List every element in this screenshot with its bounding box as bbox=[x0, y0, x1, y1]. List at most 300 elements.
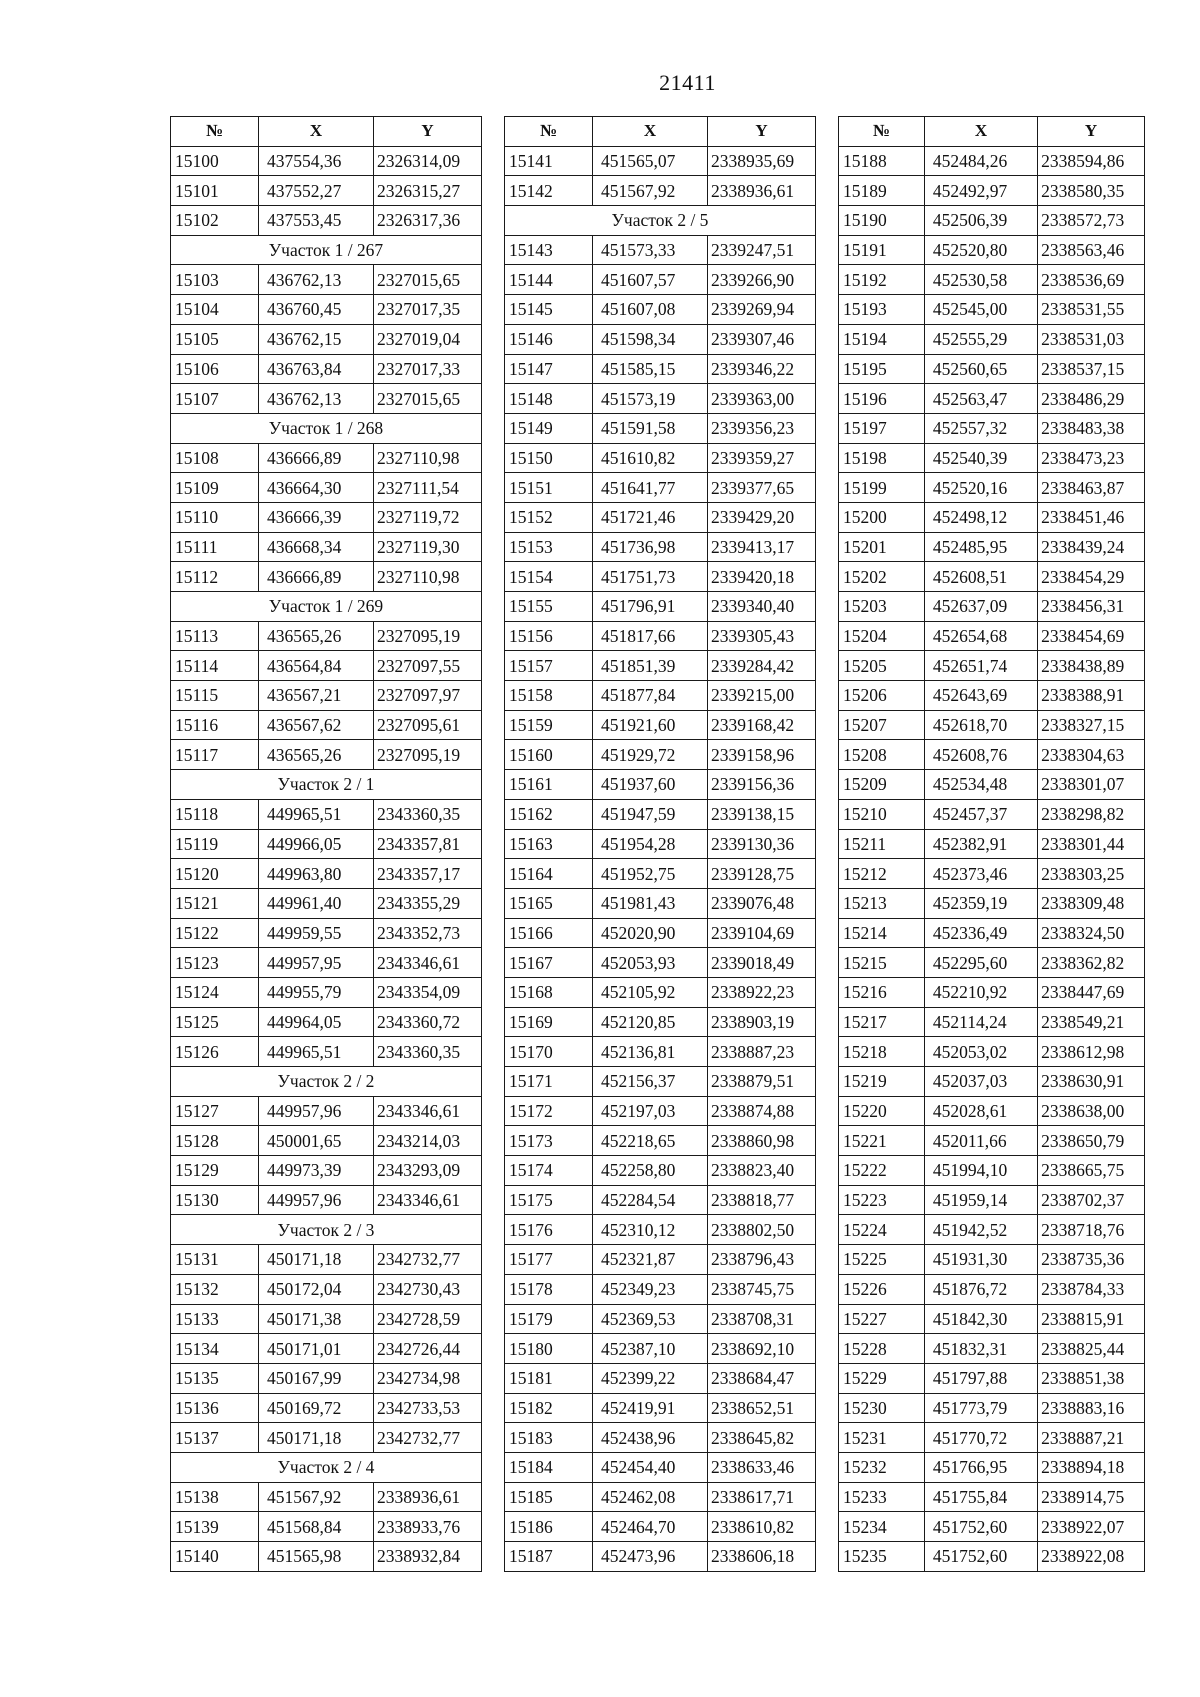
table-row bbox=[505, 562, 816, 592]
x-coordinate: 449965,51 bbox=[259, 799, 374, 829]
y-coordinate: 2338301,44 bbox=[1038, 829, 1145, 859]
table-row bbox=[505, 1334, 816, 1364]
x-coordinate: 450169,72 bbox=[259, 1393, 374, 1423]
point-number: 15151 bbox=[505, 473, 593, 503]
point-number: 15156 bbox=[505, 621, 593, 651]
x-coordinate: 452373,46 bbox=[924, 859, 1037, 889]
table-row bbox=[171, 1156, 482, 1186]
x-coordinate: 452053,93 bbox=[593, 948, 708, 978]
x-coordinate: 452534,48 bbox=[924, 770, 1037, 800]
coordinate-table-1 bbox=[170, 116, 482, 1572]
y-coordinate: 2338894,18 bbox=[1038, 1452, 1145, 1482]
y-coordinate: 2338903,19 bbox=[708, 1007, 816, 1037]
table-row bbox=[505, 384, 816, 414]
x-coordinate: 450171,01 bbox=[259, 1334, 374, 1364]
point-number: 15172 bbox=[505, 1096, 593, 1126]
y-coordinate: 2343360,35 bbox=[374, 799, 482, 829]
x-coordinate: 450001,65 bbox=[259, 1126, 374, 1156]
point-number: 15210 bbox=[839, 799, 925, 829]
point-number: 15144 bbox=[505, 265, 593, 295]
table-row bbox=[171, 295, 482, 325]
x-coordinate: 452419,91 bbox=[593, 1393, 708, 1423]
section-row bbox=[171, 1067, 482, 1097]
y-coordinate: 2327095,19 bbox=[374, 740, 482, 770]
point-number: 15227 bbox=[839, 1304, 925, 1334]
point-number: 15225 bbox=[839, 1245, 925, 1275]
x-coordinate: 451959,14 bbox=[924, 1185, 1037, 1215]
y-coordinate: 2338914,75 bbox=[1038, 1482, 1145, 1512]
x-coordinate: 449965,51 bbox=[259, 1037, 374, 1067]
x-coordinate: 451585,15 bbox=[593, 354, 708, 384]
table-row bbox=[839, 384, 1145, 414]
point-number: 15188 bbox=[839, 146, 925, 176]
y-coordinate: 2343355,29 bbox=[374, 888, 482, 918]
table-row bbox=[505, 235, 816, 265]
point-number: 15119 bbox=[171, 829, 259, 859]
y-coordinate: 2339130,36 bbox=[708, 829, 816, 859]
x-coordinate: 451607,08 bbox=[593, 295, 708, 325]
table-row bbox=[839, 1423, 1145, 1453]
x-coordinate: 452457,37 bbox=[924, 799, 1037, 829]
point-number: 15193 bbox=[839, 295, 925, 325]
coordinate-tables bbox=[170, 116, 1145, 1567]
y-coordinate: 2339128,75 bbox=[708, 859, 816, 889]
point-number: 15219 bbox=[839, 1067, 925, 1097]
x-coordinate: 452438,96 bbox=[593, 1423, 708, 1453]
point-number: 15111 bbox=[171, 532, 259, 562]
x-coordinate: 452037,03 bbox=[924, 1067, 1037, 1097]
x-coordinate: 451842,30 bbox=[924, 1304, 1037, 1334]
table-row bbox=[171, 799, 482, 829]
y-coordinate: 2327119,30 bbox=[374, 532, 482, 562]
point-number: 15120 bbox=[171, 859, 259, 889]
y-coordinate: 2338633,46 bbox=[708, 1452, 816, 1482]
point-number: 15207 bbox=[839, 710, 925, 740]
y-coordinate: 2338718,76 bbox=[1038, 1215, 1145, 1245]
point-number: 15134 bbox=[171, 1334, 259, 1364]
table-row bbox=[171, 265, 482, 295]
x-coordinate: 451641,77 bbox=[593, 473, 708, 503]
table-row bbox=[839, 176, 1145, 206]
x-coordinate: 452520,16 bbox=[924, 473, 1037, 503]
point-number: 15183 bbox=[505, 1423, 593, 1453]
y-coordinate: 2338304,63 bbox=[1038, 740, 1145, 770]
x-coordinate: 452284,54 bbox=[593, 1185, 708, 1215]
point-number: 15131 bbox=[171, 1245, 259, 1275]
table-row bbox=[505, 265, 816, 295]
point-number: 15149 bbox=[505, 413, 593, 443]
point-number: 15166 bbox=[505, 918, 593, 948]
x-coordinate: 436762,13 bbox=[259, 384, 374, 414]
point-number: 15231 bbox=[839, 1423, 925, 1453]
table-row bbox=[839, 799, 1145, 829]
point-number: 15221 bbox=[839, 1126, 925, 1156]
y-coordinate: 2339346,22 bbox=[708, 354, 816, 384]
section-row bbox=[171, 1215, 482, 1245]
y-coordinate: 2338796,43 bbox=[708, 1245, 816, 1275]
point-number: 15103 bbox=[171, 265, 259, 295]
table-row bbox=[171, 651, 482, 681]
table-row bbox=[505, 799, 816, 829]
y-coordinate: 2342733,53 bbox=[374, 1393, 482, 1423]
point-number: 15182 bbox=[505, 1393, 593, 1423]
table-row bbox=[505, 1304, 816, 1334]
y-coordinate: 2338324,50 bbox=[1038, 918, 1145, 948]
point-number: 15102 bbox=[171, 206, 259, 236]
y-coordinate: 2343346,61 bbox=[374, 1185, 482, 1215]
x-coordinate: 452336,49 bbox=[924, 918, 1037, 948]
y-coordinate: 2338447,69 bbox=[1038, 977, 1145, 1007]
y-coordinate: 2339247,51 bbox=[708, 235, 816, 265]
table-row bbox=[171, 354, 482, 384]
x-coordinate: 452484,26 bbox=[924, 146, 1037, 176]
section-title: Участок 2 / 4 bbox=[171, 1452, 482, 1482]
point-number: 15145 bbox=[505, 295, 593, 325]
x-coordinate: 437553,45 bbox=[259, 206, 374, 236]
x-coordinate: 451832,31 bbox=[924, 1334, 1037, 1364]
table-header-row bbox=[171, 117, 482, 147]
point-number: 15213 bbox=[839, 888, 925, 918]
point-number: 15143 bbox=[505, 235, 593, 265]
y-coordinate: 2343214,03 bbox=[374, 1126, 482, 1156]
section-title: Участок 1 / 269 bbox=[171, 592, 482, 622]
y-coordinate: 2338303,25 bbox=[1038, 859, 1145, 889]
point-number: 15118 bbox=[171, 799, 259, 829]
section-title: Участок 2 / 5 bbox=[505, 206, 816, 236]
table-row bbox=[505, 977, 816, 1007]
y-coordinate: 2343346,61 bbox=[374, 948, 482, 978]
table-row bbox=[505, 859, 816, 889]
y-coordinate: 2338549,21 bbox=[1038, 1007, 1145, 1037]
x-coordinate: 436565,26 bbox=[259, 621, 374, 651]
x-coordinate: 451994,10 bbox=[924, 1156, 1037, 1186]
x-coordinate: 449963,80 bbox=[259, 859, 374, 889]
x-coordinate: 451952,75 bbox=[593, 859, 708, 889]
x-coordinate: 452136,81 bbox=[593, 1037, 708, 1067]
point-number: 15129 bbox=[171, 1156, 259, 1186]
x-coordinate: 452651,74 bbox=[924, 651, 1037, 681]
table-row bbox=[505, 473, 816, 503]
x-coordinate: 451565,07 bbox=[593, 146, 708, 176]
point-number: 15190 bbox=[839, 206, 925, 236]
table-row bbox=[171, 146, 482, 176]
x-coordinate: 451947,59 bbox=[593, 799, 708, 829]
point-number: 15147 bbox=[505, 354, 593, 384]
point-number: 15232 bbox=[839, 1452, 925, 1482]
x-coordinate: 452540,39 bbox=[924, 443, 1037, 473]
table-row bbox=[505, 1037, 816, 1067]
y-coordinate: 2338537,15 bbox=[1038, 354, 1145, 384]
table-row bbox=[171, 1274, 482, 1304]
y-coordinate: 2338922,23 bbox=[708, 977, 816, 1007]
x-coordinate: 452560,65 bbox=[924, 354, 1037, 384]
table-row bbox=[171, 1007, 482, 1037]
table-row bbox=[839, 1542, 1145, 1572]
point-number: 15200 bbox=[839, 502, 925, 532]
x-coordinate: 449957,96 bbox=[259, 1096, 374, 1126]
x-coordinate: 450171,18 bbox=[259, 1245, 374, 1275]
table-row bbox=[505, 1363, 816, 1393]
point-number: 15122 bbox=[171, 918, 259, 948]
y-coordinate: 2338708,31 bbox=[708, 1304, 816, 1334]
y-coordinate: 2338454,69 bbox=[1038, 621, 1145, 651]
table-row bbox=[505, 176, 816, 206]
x-coordinate: 452530,58 bbox=[924, 265, 1037, 295]
y-coordinate: 2338606,18 bbox=[708, 1542, 816, 1572]
table-row bbox=[171, 1037, 482, 1067]
x-coordinate: 436567,21 bbox=[259, 681, 374, 711]
point-number: 15125 bbox=[171, 1007, 259, 1037]
point-number: 15226 bbox=[839, 1274, 925, 1304]
point-number: 15146 bbox=[505, 324, 593, 354]
y-coordinate: 2338652,51 bbox=[708, 1393, 816, 1423]
point-number: 15181 bbox=[505, 1363, 593, 1393]
y-coordinate: 2339156,36 bbox=[708, 770, 816, 800]
table-row bbox=[505, 1067, 816, 1097]
y-coordinate: 2338563,46 bbox=[1038, 235, 1145, 265]
y-coordinate: 2338887,23 bbox=[708, 1037, 816, 1067]
x-coordinate: 452114,24 bbox=[924, 1007, 1037, 1037]
y-coordinate: 2338301,07 bbox=[1038, 770, 1145, 800]
y-coordinate: 2339269,94 bbox=[708, 295, 816, 325]
x-coordinate: 452258,80 bbox=[593, 1156, 708, 1186]
x-coordinate: 449966,05 bbox=[259, 829, 374, 859]
table-row bbox=[171, 176, 482, 206]
point-number: 15195 bbox=[839, 354, 925, 384]
y-coordinate: 2339420,18 bbox=[708, 562, 816, 592]
y-coordinate: 2327017,35 bbox=[374, 295, 482, 325]
table-row bbox=[505, 681, 816, 711]
table-row bbox=[505, 295, 816, 325]
point-number: 15215 bbox=[839, 948, 925, 978]
table-row bbox=[505, 710, 816, 740]
point-number: 15164 bbox=[505, 859, 593, 889]
point-number: 15158 bbox=[505, 681, 593, 711]
x-coordinate: 451942,52 bbox=[924, 1215, 1037, 1245]
y-coordinate: 2342726,44 bbox=[374, 1334, 482, 1364]
x-coordinate: 450171,18 bbox=[259, 1423, 374, 1453]
table-row bbox=[839, 740, 1145, 770]
y-coordinate: 2338851,38 bbox=[1038, 1363, 1145, 1393]
y-coordinate: 2339377,65 bbox=[708, 473, 816, 503]
y-coordinate: 2338463,87 bbox=[1038, 473, 1145, 503]
section-row bbox=[171, 235, 482, 265]
point-number: 15117 bbox=[171, 740, 259, 770]
point-number: 15109 bbox=[171, 473, 259, 503]
y-coordinate: 2338665,75 bbox=[1038, 1156, 1145, 1186]
table-row bbox=[505, 1512, 816, 1542]
x-coordinate: 451573,19 bbox=[593, 384, 708, 414]
x-coordinate: 436565,26 bbox=[259, 740, 374, 770]
x-coordinate: 452359,19 bbox=[924, 888, 1037, 918]
point-number: 15175 bbox=[505, 1185, 593, 1215]
table-row bbox=[505, 354, 816, 384]
y-coordinate: 2338935,69 bbox=[708, 146, 816, 176]
y-coordinate: 2327017,33 bbox=[374, 354, 482, 384]
header-y: Y bbox=[374, 117, 482, 147]
y-coordinate: 2338818,77 bbox=[708, 1185, 816, 1215]
table-row bbox=[171, 384, 482, 414]
section-row bbox=[171, 770, 482, 800]
point-number: 15163 bbox=[505, 829, 593, 859]
y-coordinate: 2338815,91 bbox=[1038, 1304, 1145, 1334]
table-header-row bbox=[505, 117, 816, 147]
section-title: Участок 2 / 3 bbox=[171, 1215, 482, 1245]
x-coordinate: 449955,79 bbox=[259, 977, 374, 1007]
x-coordinate: 452608,51 bbox=[924, 562, 1037, 592]
point-number: 15235 bbox=[839, 1542, 925, 1572]
table-row bbox=[839, 621, 1145, 651]
point-number: 15113 bbox=[171, 621, 259, 651]
x-coordinate: 452053,02 bbox=[924, 1037, 1037, 1067]
table-row bbox=[171, 621, 482, 651]
x-coordinate: 451610,82 bbox=[593, 443, 708, 473]
x-coordinate: 451931,30 bbox=[924, 1245, 1037, 1275]
point-number: 15152 bbox=[505, 502, 593, 532]
point-number: 15105 bbox=[171, 324, 259, 354]
x-coordinate: 452218,65 bbox=[593, 1126, 708, 1156]
table-row bbox=[839, 1304, 1145, 1334]
point-number: 15124 bbox=[171, 977, 259, 1007]
y-coordinate: 2342732,77 bbox=[374, 1245, 482, 1275]
table-row bbox=[839, 502, 1145, 532]
x-coordinate: 451751,73 bbox=[593, 562, 708, 592]
point-number: 15209 bbox=[839, 770, 925, 800]
point-number: 15165 bbox=[505, 888, 593, 918]
table-row bbox=[505, 829, 816, 859]
x-coordinate: 451773,79 bbox=[924, 1393, 1037, 1423]
y-coordinate: 2338580,35 bbox=[1038, 176, 1145, 206]
point-number: 15233 bbox=[839, 1482, 925, 1512]
point-number: 15203 bbox=[839, 592, 925, 622]
point-number: 15185 bbox=[505, 1482, 593, 1512]
y-coordinate: 2343360,72 bbox=[374, 1007, 482, 1037]
y-coordinate: 2339340,40 bbox=[708, 592, 816, 622]
y-coordinate: 2338645,82 bbox=[708, 1423, 816, 1453]
section-title: Участок 1 / 267 bbox=[171, 235, 482, 265]
table-row bbox=[839, 1512, 1145, 1542]
table-header-row bbox=[839, 117, 1145, 147]
x-coordinate: 452011,66 bbox=[924, 1126, 1037, 1156]
y-coordinate: 2339076,48 bbox=[708, 888, 816, 918]
point-number: 15187 bbox=[505, 1542, 593, 1572]
table-row bbox=[505, 1215, 816, 1245]
table-row bbox=[839, 235, 1145, 265]
y-coordinate: 2343357,81 bbox=[374, 829, 482, 859]
x-coordinate: 452506,39 bbox=[924, 206, 1037, 236]
section-row bbox=[505, 206, 816, 236]
section-row bbox=[171, 1452, 482, 1482]
y-coordinate: 2327095,19 bbox=[374, 621, 482, 651]
table-row bbox=[171, 829, 482, 859]
y-coordinate: 2327110,98 bbox=[374, 562, 482, 592]
table-row bbox=[505, 532, 816, 562]
point-number: 15128 bbox=[171, 1126, 259, 1156]
y-coordinate: 2338825,44 bbox=[1038, 1334, 1145, 1364]
table-row bbox=[505, 1274, 816, 1304]
x-coordinate: 451567,92 bbox=[259, 1482, 374, 1512]
table-row bbox=[839, 1007, 1145, 1037]
coordinate-table-2 bbox=[504, 116, 816, 1572]
y-coordinate: 2338936,61 bbox=[708, 176, 816, 206]
x-coordinate: 436762,13 bbox=[259, 265, 374, 295]
x-coordinate: 437552,27 bbox=[259, 176, 374, 206]
point-number: 15126 bbox=[171, 1037, 259, 1067]
point-number: 15139 bbox=[171, 1512, 259, 1542]
table-row bbox=[839, 1156, 1145, 1186]
point-number: 15115 bbox=[171, 681, 259, 711]
x-coordinate: 436666,39 bbox=[259, 502, 374, 532]
table-row bbox=[171, 532, 482, 562]
y-coordinate: 2338702,37 bbox=[1038, 1185, 1145, 1215]
point-number: 15154 bbox=[505, 562, 593, 592]
x-coordinate: 451568,84 bbox=[259, 1512, 374, 1542]
table-row bbox=[839, 1245, 1145, 1275]
table-row bbox=[505, 1482, 816, 1512]
point-number: 15191 bbox=[839, 235, 925, 265]
table-row bbox=[839, 1452, 1145, 1482]
table-row bbox=[839, 1363, 1145, 1393]
x-coordinate: 452156,37 bbox=[593, 1067, 708, 1097]
y-coordinate: 2338594,86 bbox=[1038, 146, 1145, 176]
point-number: 15171 bbox=[505, 1067, 593, 1097]
table-row bbox=[839, 413, 1145, 443]
y-coordinate: 2342734,98 bbox=[374, 1363, 482, 1393]
x-coordinate: 451817,66 bbox=[593, 621, 708, 651]
y-coordinate: 2327119,72 bbox=[374, 502, 482, 532]
y-coordinate: 2339356,23 bbox=[708, 413, 816, 443]
table-row bbox=[505, 443, 816, 473]
table-row bbox=[505, 1452, 816, 1482]
x-coordinate: 451766,95 bbox=[924, 1452, 1037, 1482]
point-number: 15224 bbox=[839, 1215, 925, 1245]
table-row bbox=[171, 1245, 482, 1275]
point-number: 15100 bbox=[171, 146, 259, 176]
point-number: 15198 bbox=[839, 443, 925, 473]
table-row bbox=[839, 1274, 1145, 1304]
x-coordinate: 452643,69 bbox=[924, 681, 1037, 711]
point-number: 15189 bbox=[839, 176, 925, 206]
y-coordinate: 2338883,16 bbox=[1038, 1393, 1145, 1423]
table-row bbox=[505, 770, 816, 800]
table-row bbox=[171, 502, 482, 532]
x-coordinate: 452555,29 bbox=[924, 324, 1037, 354]
point-number: 15142 bbox=[505, 176, 593, 206]
table-row bbox=[839, 1215, 1145, 1245]
y-coordinate: 2343352,73 bbox=[374, 918, 482, 948]
x-coordinate: 451797,88 bbox=[924, 1363, 1037, 1393]
x-coordinate: 452105,92 bbox=[593, 977, 708, 1007]
x-coordinate: 452473,96 bbox=[593, 1542, 708, 1572]
y-coordinate: 2338454,29 bbox=[1038, 562, 1145, 592]
point-number: 15130 bbox=[171, 1185, 259, 1215]
point-number: 15204 bbox=[839, 621, 925, 651]
x-coordinate: 451752,60 bbox=[924, 1542, 1037, 1572]
table-row bbox=[839, 948, 1145, 978]
x-coordinate: 451921,60 bbox=[593, 710, 708, 740]
table-row bbox=[171, 859, 482, 889]
x-coordinate: 436760,45 bbox=[259, 295, 374, 325]
table-row bbox=[171, 1185, 482, 1215]
y-coordinate: 2339215,00 bbox=[708, 681, 816, 711]
point-number: 15107 bbox=[171, 384, 259, 414]
x-coordinate: 451954,28 bbox=[593, 829, 708, 859]
table-row bbox=[505, 918, 816, 948]
y-coordinate: 2343293,09 bbox=[374, 1156, 482, 1186]
point-number: 15101 bbox=[171, 176, 259, 206]
x-coordinate: 450171,38 bbox=[259, 1304, 374, 1334]
y-coordinate: 2338932,84 bbox=[374, 1542, 482, 1572]
